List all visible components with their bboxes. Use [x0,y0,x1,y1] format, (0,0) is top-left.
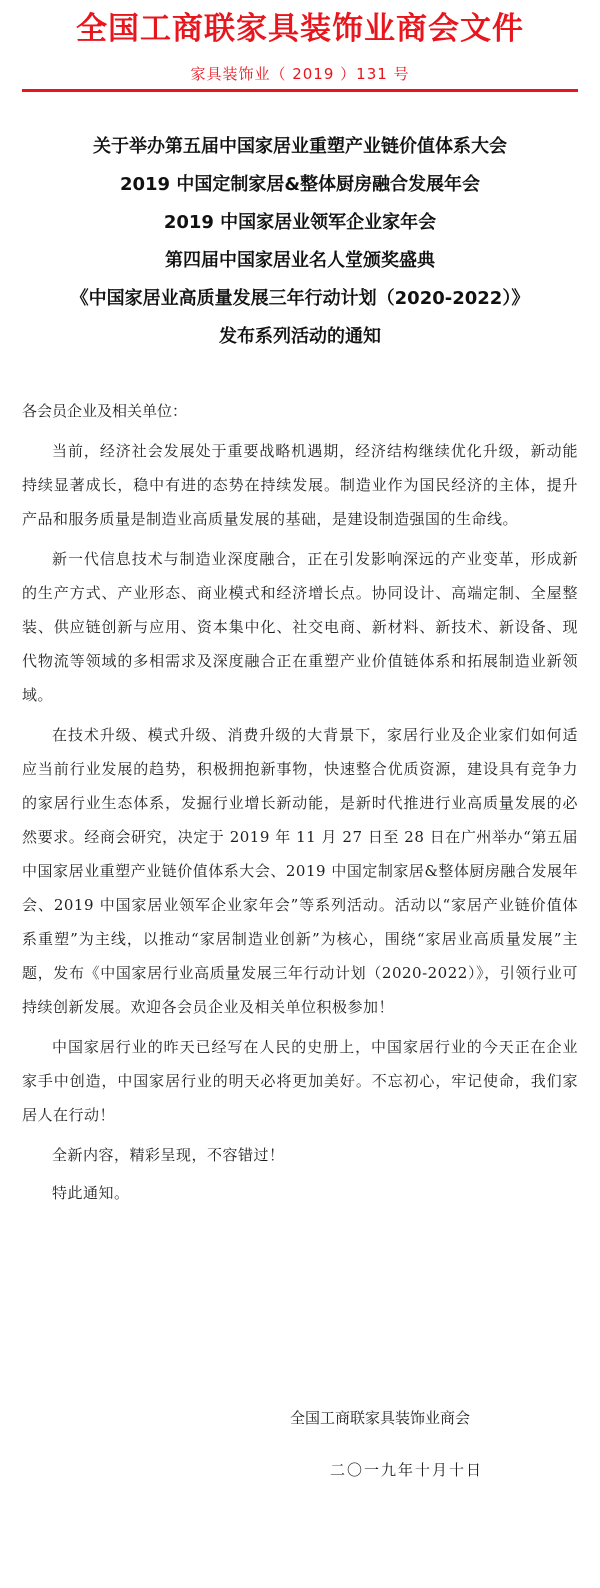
body-paragraph: 在技术升级、模式升级、消费升级的大背景下，家居行业及企业家们如何适应当前行业发展的趋势，积极拥抱新事物，快速整合优质资源，建设具有竞争力的家居行业生态体系，发掘行业增长新动能，是新时代推进行业高质量发展的必然要求。经商会研究，决定于 2019 年 11 月 27 日至 28 日在广州举办“第五届中国家居业重塑产业链价值体系大会、2019 中国定制家居&整体厨房融合发展年会、2019 中国家居业领军企业家年会”等系列活动。活动以“家居产业链价值体系重塑”为主线，以推动“家居制造业创新”为核心，围绕“家居业高质量发展”主题，发布《中国家居行业高质量发展三年行动计划（2020-2022）》，引领行业可持续创新发展。欢迎各会员企业及相关单位积极参加！ [22,726,578,1016]
title-line: 发布系列活动的通知 [219,326,381,347]
title-line: 2019 中国家居业领军企业家年会 [163,212,437,233]
title-line: 2019 中国定制家居&整体厨房融合发展年会 [119,174,481,195]
title-line: 第四届中国家居业名人堂颁奖盛典 [165,250,435,271]
signature-date: 二〇一九年十月十日 [330,1461,484,1479]
title-line: 关于举办第五届中国家居业重塑产业链价值体系大会 [93,136,507,157]
red-divider-line [22,89,578,92]
body-paragraph: 中国家居行业的昨天已经写在人民的史册上，中国家居行业的今天正在企业家手中创造，中国家居行业的明天必将更加美好。不忘初心，牢记使命，我们家居人在行动！ [22,1038,578,1124]
document-number: 家具装饰业（ 2019 ）131 号 [190,65,410,83]
salutation: 各会员企业及相关单位： [22,402,188,420]
body-paragraph: 新一代信息技术与制造业深度融合，正在引发影响深远的产业变革，形成新的生产方式、产业形态、商业模式和经济增长点。协同设计、高端定制、全屋整装、供应链创新与应用、资本集中化、社交电商、新材料、新技术、新设备、现代物流等领域的多相需求及深度融合正在重塑产业价值链体系和拓展制造业新领域。 [22,550,578,704]
notice-title [0,128,600,356]
org-title: 全国工商联家具装饰业商会文件 [76,11,524,47]
body-paragraph: 当前，经济社会发展处于重要战略机遇期，经济结构继续优化升级，新动能持续显著成长，稳中有进的态势在持续发展。制造业作为国民经济的主体，提升产品和服务质量是制造业高质量发展的基础，是建设制造强国的生命线。 [22,442,578,528]
closing-line: 全新内容，精彩呈现，不容错过！ [52,1146,285,1164]
closing-line: 特此通知。 [52,1184,130,1202]
signature-organization: 全国工商联家具装饰业商会 [290,1409,471,1427]
title-line: 《中国家居业高质量发展三年行动计划（2020-2022）》 [70,288,530,309]
notice-body [22,398,578,1214]
